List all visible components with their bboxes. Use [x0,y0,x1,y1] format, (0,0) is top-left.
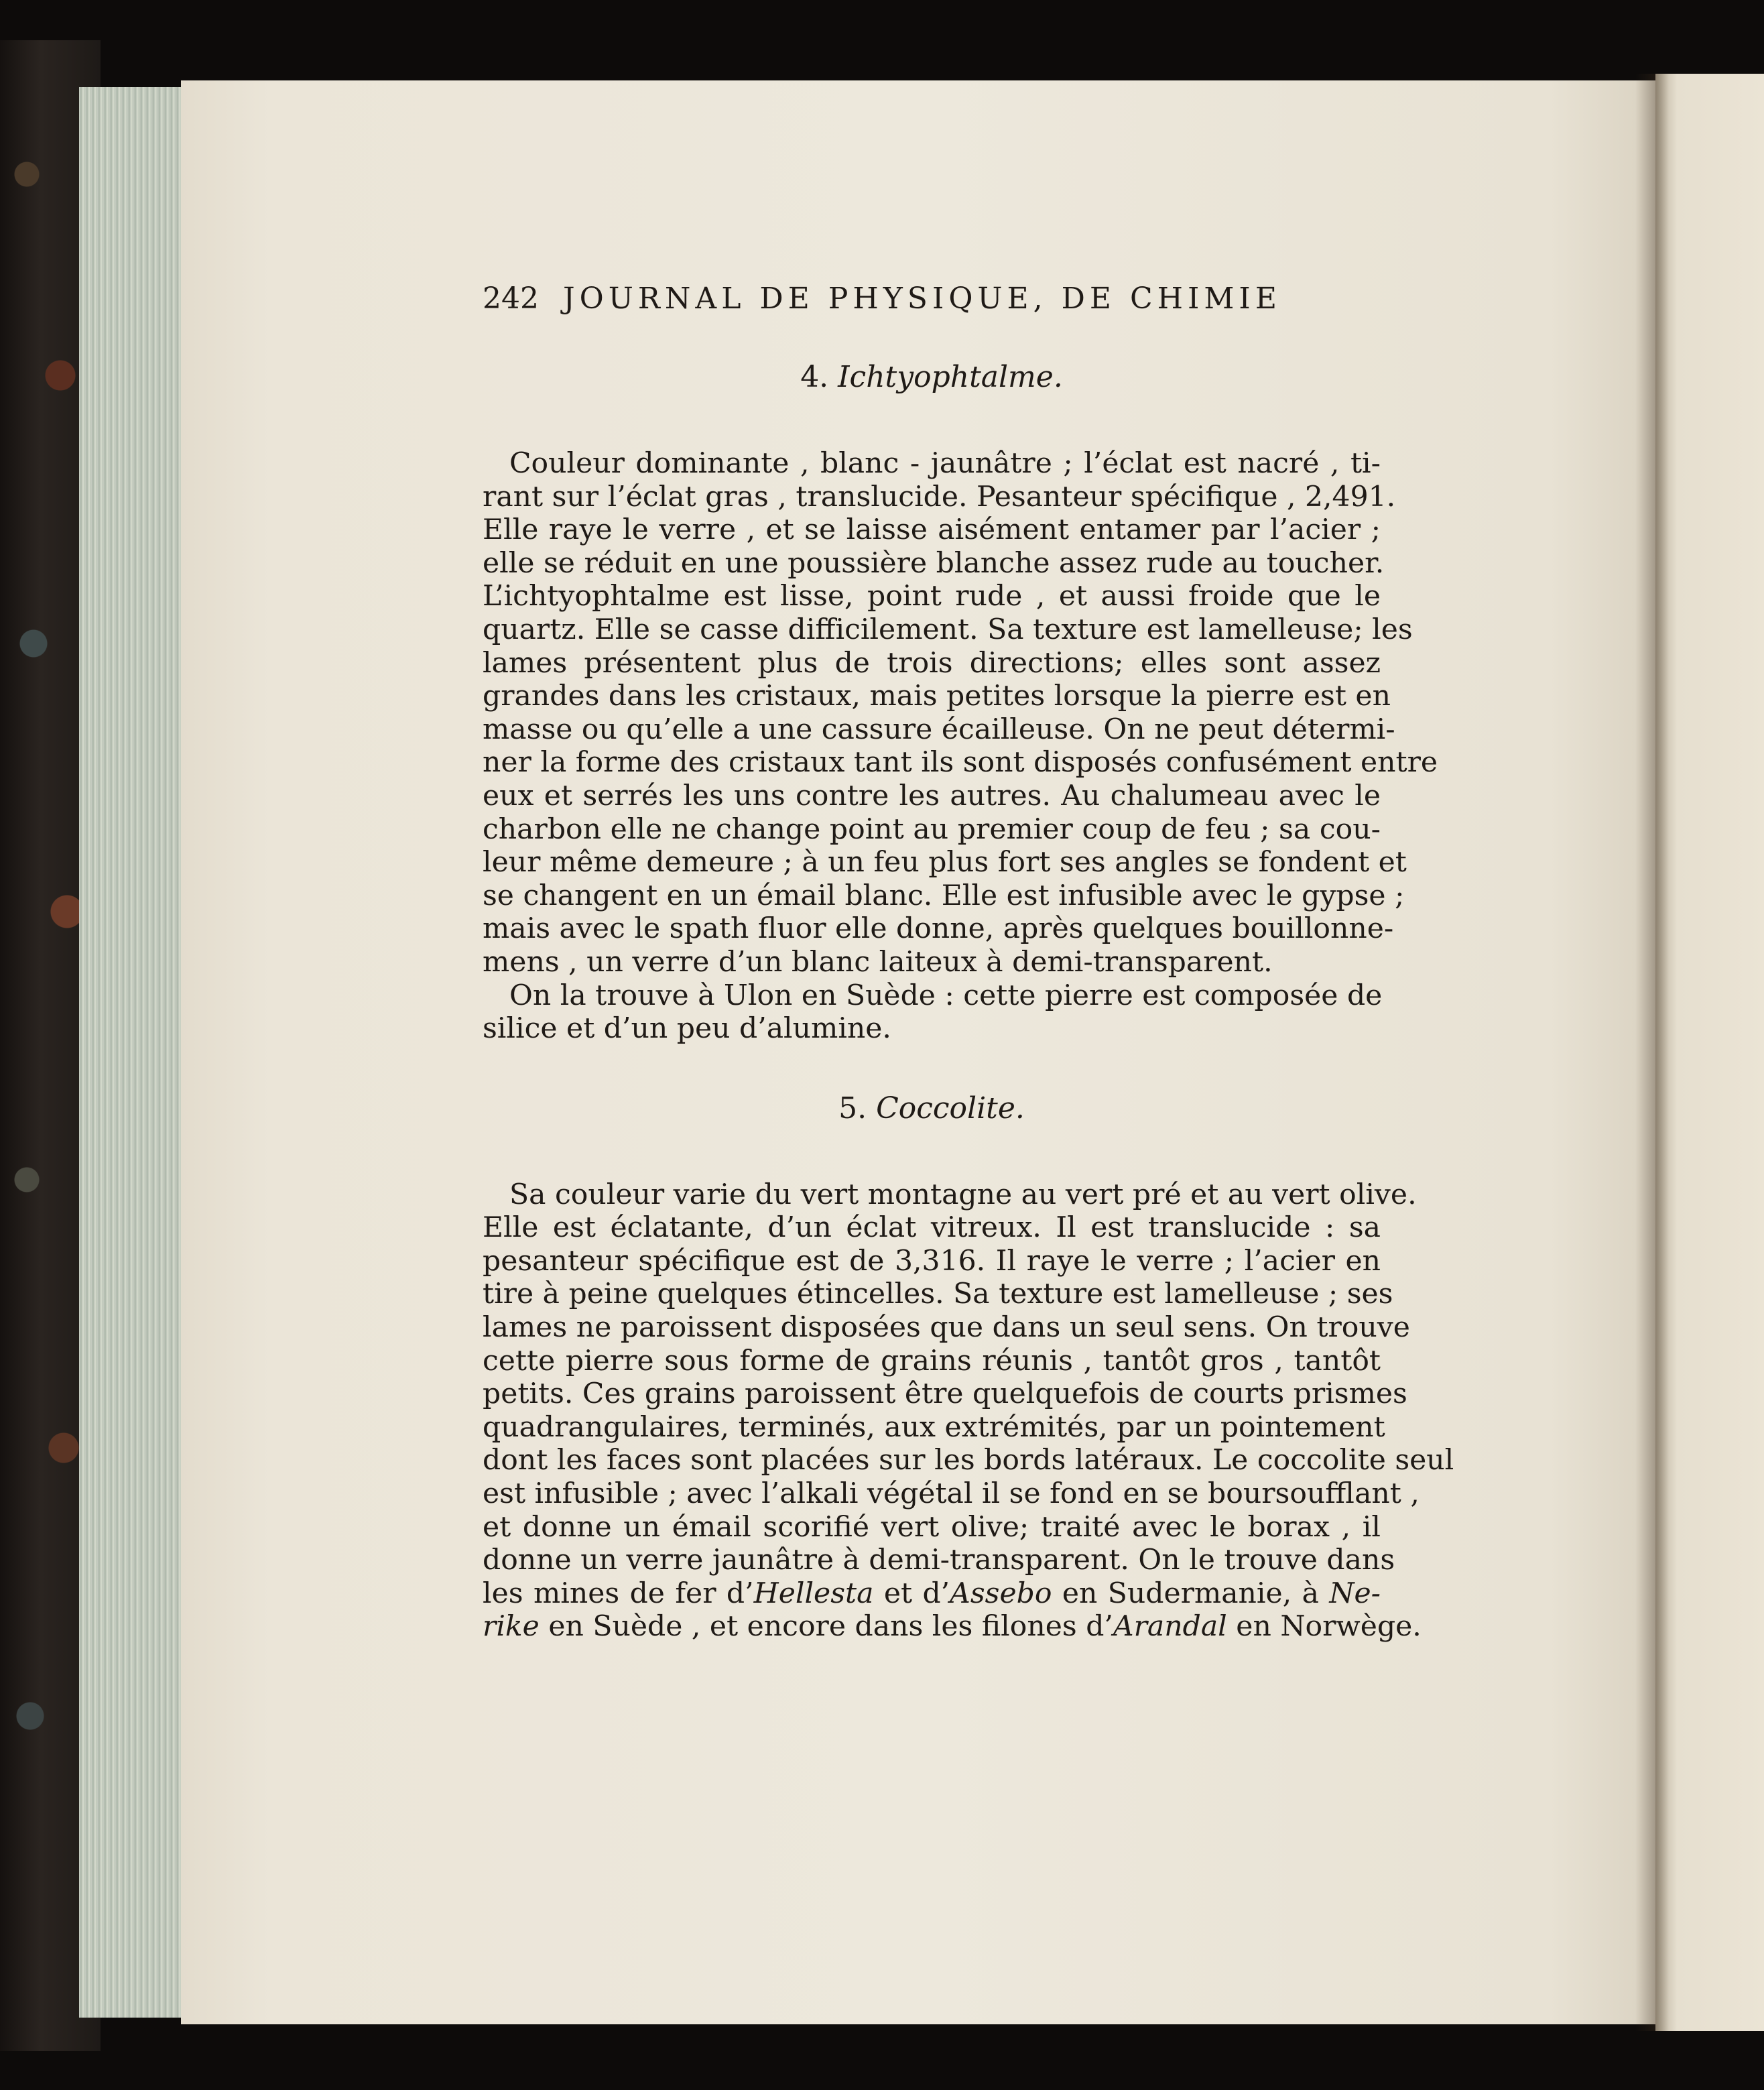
final-line-1: les mines de fer d’Hellesta et d’Assebo en Sudermanie, à Ne- [483,1577,1381,1610]
paragraph-coccolite-description: Sa couleur varie du vert montagne au vert pré et au vert olive. Elle est éclatante, d’un éclat vitreux. Il est translucide : sa pesanteur spécifique est de 3,316. Il raye le verre ; l’acier en tire à peine quelques étincelles. Sa texture est lamelleuse ; ses lames ne paroissent disposées que dans un seul sens. On trouve cette pierre sous forme de grains réunis , tantôt gros , tantôt petits. Ces grains paroissent être quelquefois de courts prismes quadrangulaires, terminés, aux extrémités, par un pointement dont les faces sont placées sur les bords latéraux. Le coccolite seul est infusible ; avec l’alkali végétal il se fond en se boursoufflant , et donne un émail scorifié vert olive; traité avec le borax , il donne un verre jaunâtre à demi-transparent. On le trouve dans les mines de fer d’Hellesta et d’Assebo en Sudermanie, à Ne- rike en Suède , et encore dans les filones d’Arandal en Norwège. [483,1178,1454,1644]
running-title: JOURNAL DE PHYSIQUE, DE CHIMIE [563,282,1281,316]
paragraph-ichtyophtalme-description: Couleur dominante , blanc - jaunâtre ; l’éclat est nacré , ti- rant sur l’éclat gras , translucide. Pesanteur spécifique , 2,491. Elle raye le verre , et se laisse aisément entamer par l’acier ; elle se réduit en une poussière blanche assez rude au toucher. L’ichtyophtalme est lisse, point rude , et aussi froide que le quartz. Elle se casse difficilement. Sa texture est lamelleuse; les lames présentent plus de trois directions; elles sont assez grandes dans les cristaux, mais petites lorsque la pierre est en masse ou qu’elle a une cassure écailleuse. On ne peut détermi- ner la forme des cristaux tant ils sont disposés confusément entre eux et serrés les uns contre les autres. Au chalumeau avec le charbon elle ne change point au premier coup de feu ; sa cou- leur même demeure ; à un feu plus fort ses angles se fondent et se changent en un émail blanc. Elle est infusible avec le gypse ; mais avec le spath fluor elle donne, après quelques bouillonne- mens , un verre d’un blanc laiteux à demi-transparent. [483,447,1438,979]
place-nerike-part2: rike [483,1610,540,1644]
page-number: 242 [483,282,539,316]
page-right-edge [1655,74,1764,2031]
paragraph-ichtyophtalme-location: On la trouve à Ulon en Suède : cette pierre est composée de silice et d’un peu d’alumine. [483,979,1383,1046]
page-edges [79,87,186,2018]
page-text [483,282,1454,1644]
place-nerike-part1: Ne- [1329,1577,1381,1610]
final-line-2: rike en Suède , et encore dans les filones d’Arandal en Norwège. [483,1610,1422,1644]
running-head [483,282,1381,316]
section-heading-coccolite: 5. Coccolite. [838,1091,1025,1125]
book-gutter [1635,74,1669,2031]
place-arandal: Arandal [1113,1610,1227,1644]
section-heading-ichtyophtalme: 4. Ichtyophtalme. [800,360,1063,394]
place-assebo: Assebo [950,1577,1052,1610]
place-hellesta: Hellesta [753,1577,874,1610]
